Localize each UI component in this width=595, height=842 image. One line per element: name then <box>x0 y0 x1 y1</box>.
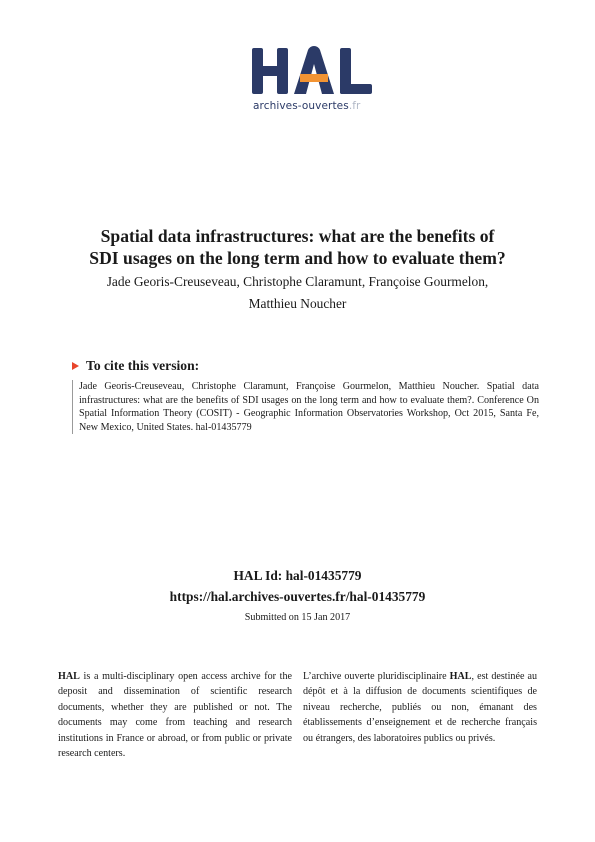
citation-text: Jade Georis-Creuseveau, Christophe Claramunt, Françoise Gourmelon, Matthieu Noucher. Spatial data infrastructures: what are the benefits of SDI usages on the long term and how to evaluate them?. Conference On Spatial Information Theory (COSIT) - Geographic Information Observatories Workshop, Oct 2015, Santa Fe, New Mexico, United States. hal-01435779 <box>72 380 539 434</box>
authors-line1: Jade Georis-Creuseveau, Christophe Claramunt, Françoise Gourmelon, <box>106 274 489 289</box>
hal-tagline-suffix: .fr <box>348 100 361 112</box>
paper-title <box>40 225 555 269</box>
hal-url-link[interactable]: https://hal.archives-ouvertes.fr/hal-01435779 <box>169 589 426 604</box>
paper-title-line1: Spatial data infrastructures: what are the benefits of <box>100 226 495 246</box>
paper-title-line2: SDI usages on the long term and how to evaluate them? <box>89 248 506 268</box>
french-disclaimer <box>303 669 537 746</box>
hal-id-block <box>40 565 555 607</box>
triangle-right-icon <box>72 362 79 370</box>
hal-bold-label-fr: HAL <box>449 671 472 682</box>
hal-bold-label: HAL <box>58 671 80 682</box>
cite-heading <box>72 358 199 374</box>
french-disclaimer-text: , est destinée au dépôt et à la diffusion de documents scientifiques de niveau recherche, publiés ou non, émanant des établissements d’enseignement et de recherche français ou étrangers, des laboratoires publics ou privés. <box>303 671 537 744</box>
french-disclaimer-prefix: L’archive ouverte pluridisciplinaire <box>303 671 450 682</box>
submitted-date: Submitted on 15 Jan 2017 <box>244 612 351 623</box>
english-disclaimer <box>58 669 292 761</box>
hal-tagline-main: archives-ouvertes <box>253 100 349 112</box>
hal-id: HAL Id: hal-01435779 <box>233 568 362 583</box>
cite-heading-label: To cite this version: <box>86 358 200 373</box>
authors-line2: Matthieu Noucher <box>248 296 347 311</box>
hal-tagline <box>253 100 360 112</box>
authors <box>40 271 555 315</box>
english-disclaimer-text: is a multi-disciplinary open access archive for the deposit and dissemination of scientific research documents, whether they are published or not. The documents may come from teaching and research institutions in France or abroad, or from public or private research centers. <box>58 671 292 760</box>
